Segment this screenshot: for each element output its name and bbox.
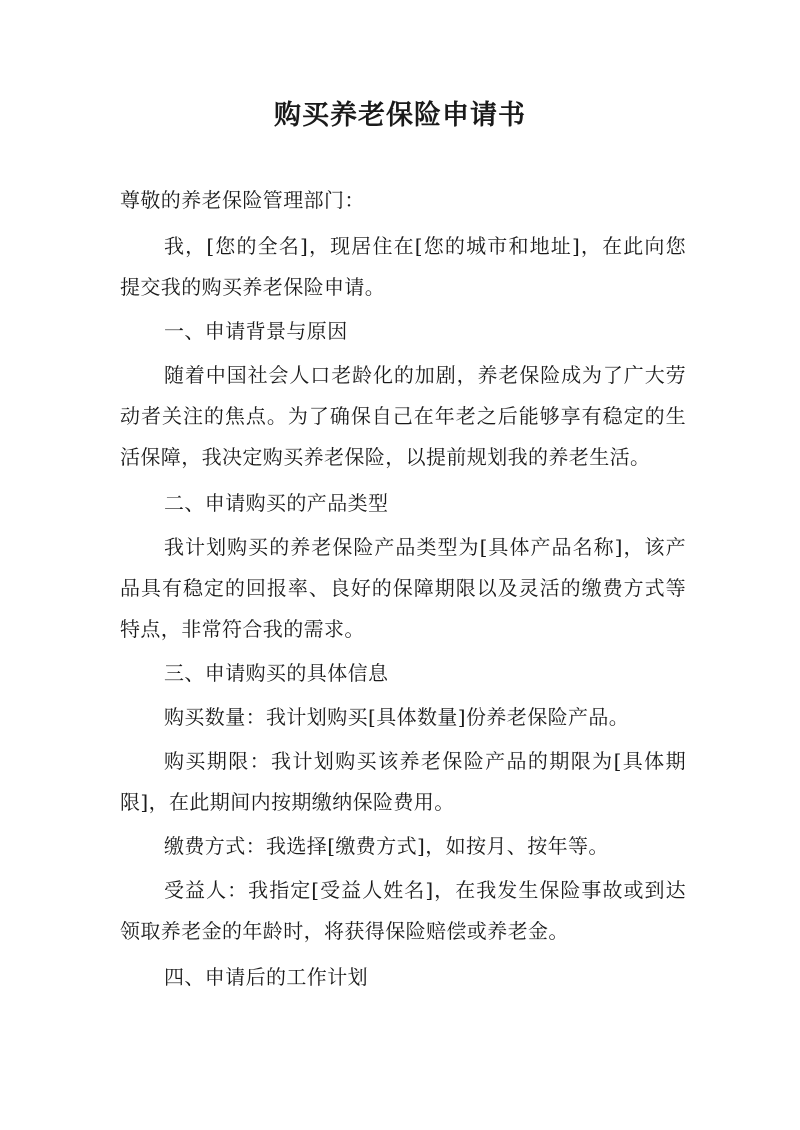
section-heading-work-plan: 四、申请后的工作计划 <box>164 965 368 989</box>
section-heading-product-type: 二、申请购买的产品类型 <box>164 491 389 515</box>
section-heading-details: 三、申请购买的具体信息 <box>164 661 389 685</box>
paragraph-payment-method: 缴费方式：我选择[缴费方式]，如按月、按年等。 <box>164 834 609 858</box>
paragraph-intro: 我，[您的全名]，现居住在[您的城市和地址]，在此向您提交我的购买养老保险申请。 <box>120 234 686 299</box>
section-heading-background: 一、申请背景与原因 <box>164 319 348 343</box>
paragraph-quantity: 购买数量：我计划购买[具体数量]份养老保险产品。 <box>164 705 630 729</box>
paragraph-term: 购买期限：我计划购买该养老保险产品的期限为[具体期限]，在此期间内按期缴纳保险费用。 <box>120 749 686 814</box>
paragraph-product-type: 我计划购买的养老保险产品类型为[具体产品名称]，该产品具有稳定的回报率、良好的保障期限以及灵活的缴费方式等特点，非常符合我的需求。 <box>120 535 686 641</box>
document-body <box>120 180 686 998</box>
paragraph-beneficiary: 受益人：我指定[受益人姓名]，在我发生保险事故或到达领取养老金的年龄时，将获得保险赔偿或养老金。 <box>120 878 686 943</box>
document-title: 购买养老保险申请书 <box>274 100 526 131</box>
salutation: 尊敬的养老保险管理部门： <box>120 188 365 212</box>
paragraph-background: 随着中国社会人口老龄化的加剧，养老保险成为了广大劳动者关注的焦点。为了确保自己在年老之后能够享有稳定的生活保障，我决定购买养老保险，以提前规划我的养老生活。 <box>120 363 686 469</box>
